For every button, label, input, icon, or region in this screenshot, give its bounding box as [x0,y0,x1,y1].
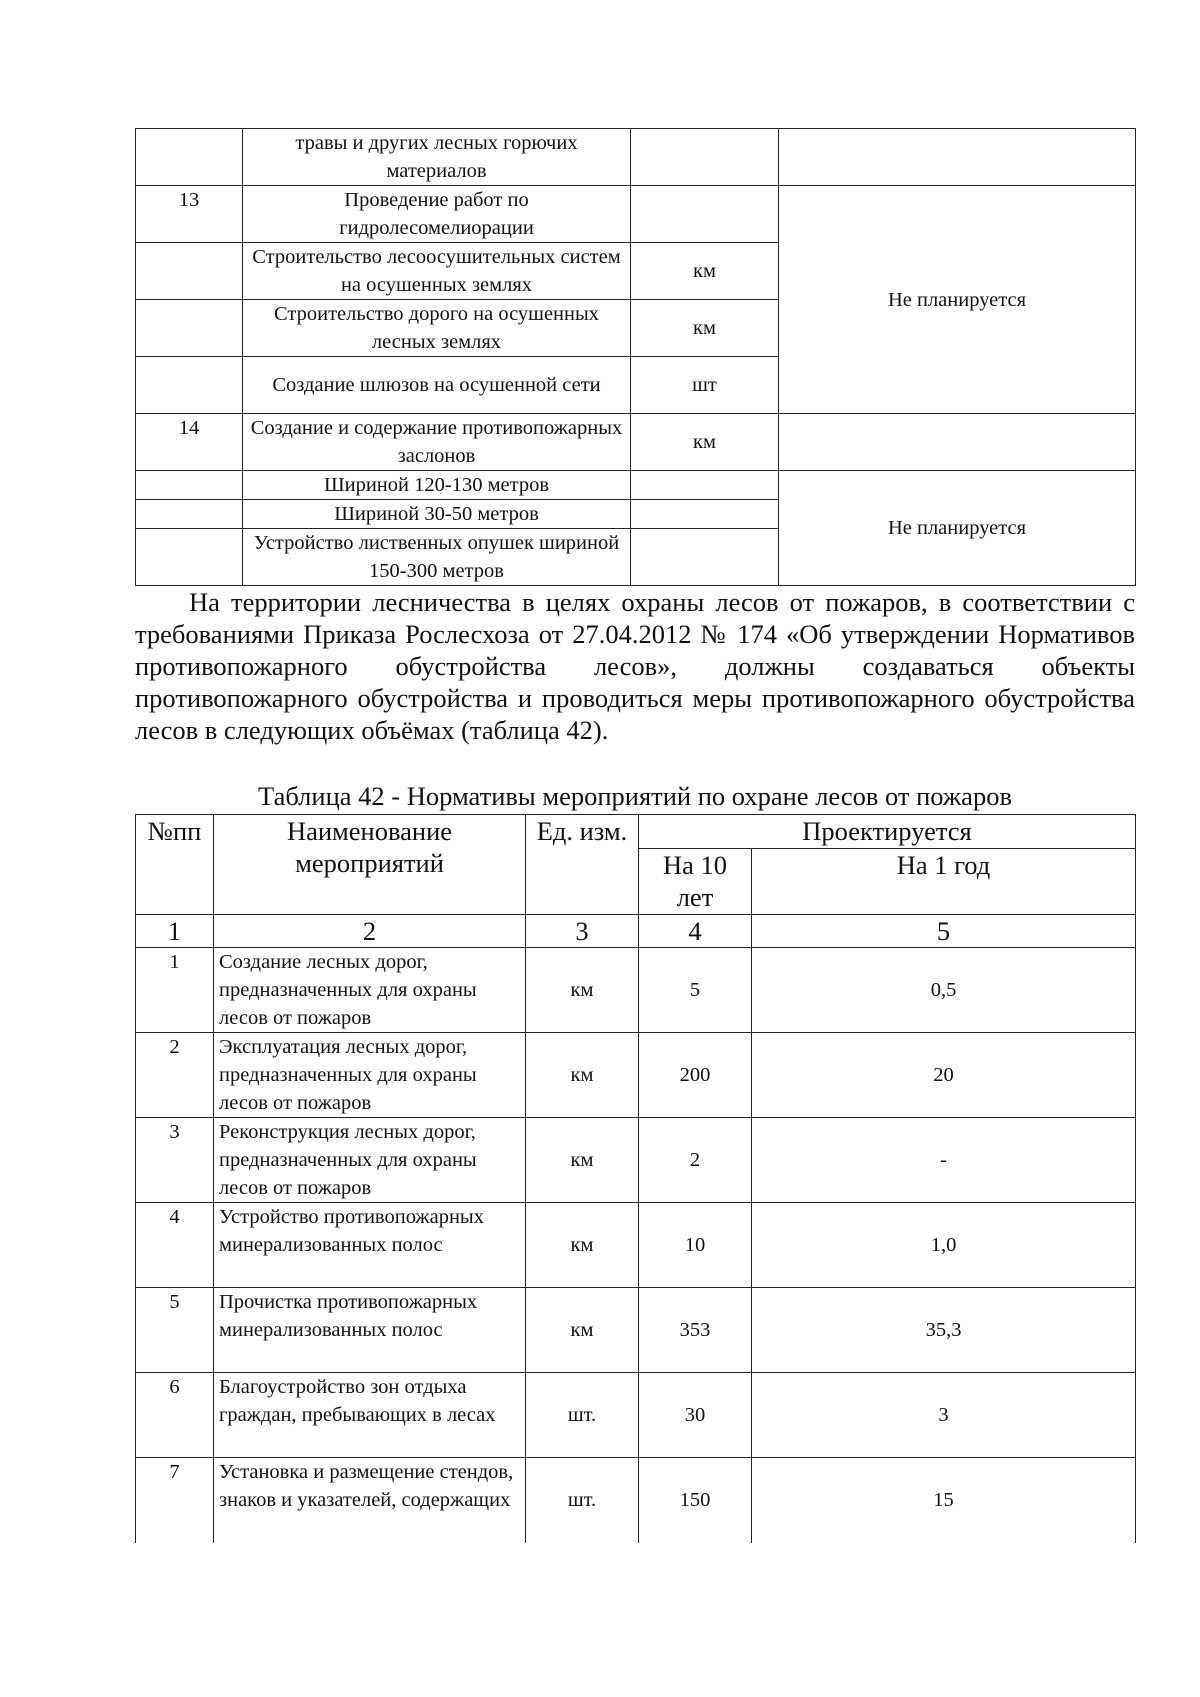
row-number: 2 [136,1033,214,1118]
table-row [136,1203,1136,1288]
row-number [136,129,243,186]
row-unit: км [526,948,639,1033]
table-row [136,414,1136,471]
row-name: Эксплуатация лесных дорог, предназначенных для охраны лесов от пожаров [214,1033,526,1118]
row-one-year: 15 [752,1458,1136,1543]
column-number: 1 [136,915,214,948]
table-row [136,1118,1136,1203]
row-name: Устройство лиственных опушек шириной 150-300 метров [243,529,631,586]
row-ten-years: 150 [639,1458,752,1543]
row-unit: км [631,300,779,357]
row-unit: км [526,1288,639,1373]
row-number: 14 [136,414,243,471]
row-plan: Не планируется [779,471,1136,586]
row-number [136,471,243,500]
table-row [136,1373,1136,1458]
column-number: 2 [214,915,526,948]
row-ten-years: 5 [639,948,752,1033]
row-unit [631,186,779,243]
row-name: Проведение работ по гидролесомелиорации [243,186,631,243]
row-name: Благоустройство зон отдыха граждан, пребывающих в лесах [214,1373,526,1458]
row-name: Прочистка противопожарных минерализованных полос [214,1288,526,1373]
row-ten-years: 30 [639,1373,752,1458]
row-one-year: 1,0 [752,1203,1136,1288]
row-number: 6 [136,1373,214,1458]
row-name: Создание шлюзов на осушенной сети [243,357,631,414]
header-ten-years: На 10 лет [639,849,752,915]
row-one-year: - [752,1118,1136,1203]
row-unit [631,500,779,529]
table-row [136,471,1136,500]
row-ten-years: 200 [639,1033,752,1118]
body-paragraph: На территории лесничества в целях охраны лесов от пожаров, в соответствии с требованиями Приказа Рослесхоза от 27.04.2012 № 174 «Об утверждении Нормативов противопожарного обустройства лесов», должны создаваться объекты противопожарного обустройства и проводиться меры противопожарного обустройства лесов в следующих объёмах (таблица 42). [135,587,1135,745]
row-unit: км [631,414,779,471]
row-plan [779,129,1136,186]
row-ten-years: 10 [639,1203,752,1288]
row-name: Строительство дорого на осушенных лесных землях [243,300,631,357]
row-unit: км [631,243,779,300]
row-number [136,300,243,357]
row-number: 4 [136,1203,214,1288]
row-one-year: 20 [752,1033,1136,1118]
header-one-year: На 1 год [752,849,1136,915]
header-projected: Проектируется [639,815,1136,849]
row-unit: шт [631,357,779,414]
row-unit [631,129,779,186]
table-row [136,1458,1136,1543]
row-unit: шт. [526,1458,639,1543]
column-number: 3 [526,915,639,948]
row-one-year: 35,3 [752,1288,1136,1373]
row-unit: км [526,1203,639,1288]
row-unit: км [526,1033,639,1118]
row-number [136,243,243,300]
row-name: Шириной 120-130 метров [243,471,631,500]
row-name: Устройство противопожарных минерализованных полос [214,1203,526,1288]
row-unit: шт. [526,1373,639,1458]
row-number [136,529,243,586]
row-name: Создание лесных дорог, предназначенных для охраны лесов от пожаров [214,948,526,1033]
header-num: №пп [136,815,214,915]
row-number [136,500,243,529]
table-caption: Таблица 42 - Нормативы мероприятий по охране лесов от пожаров [258,781,1012,811]
row-name: Установка и размещение стендов, знаков и указателей, содержащих [214,1458,526,1543]
table-row [136,948,1136,1033]
header-row [136,815,1136,849]
column-number: 4 [639,915,752,948]
row-plan: Не планируется [779,186,1136,414]
continued-table [135,128,1136,586]
fire-protection-norms-table [135,814,1136,1543]
row-name: травы и других лесных горючих материалов [243,129,631,186]
table-row [136,186,1136,243]
row-ten-years: 353 [639,1288,752,1373]
row-number: 1 [136,948,214,1033]
row-number: 13 [136,186,243,243]
row-name: Шириной 30-50 метров [243,500,631,529]
table-row [136,1033,1136,1118]
table-row [136,1288,1136,1373]
row-one-year: 0,5 [752,948,1136,1033]
row-number: 5 [136,1288,214,1373]
row-number: 7 [136,1458,214,1543]
row-unit [631,471,779,500]
header-name: Наименование мероприятий [214,815,526,915]
row-one-year: 3 [752,1373,1136,1458]
row-name: Реконструкция лесных дорог, предназначенных для охраны лесов от пожаров [214,1118,526,1203]
row-ten-years: 2 [639,1118,752,1203]
row-name: Создание и содержание противопожарных заслонов [243,414,631,471]
row-plan [779,414,1136,471]
row-unit [631,529,779,586]
header-unit: Ед. изм. [526,815,639,915]
column-number-row [136,915,1136,948]
row-number [136,357,243,414]
row-name: Строительство лесоосушительных систем на осушенных землях [243,243,631,300]
column-number: 5 [752,915,1136,948]
row-unit: км [526,1118,639,1203]
row-number: 3 [136,1118,214,1203]
table-row [136,129,1136,186]
